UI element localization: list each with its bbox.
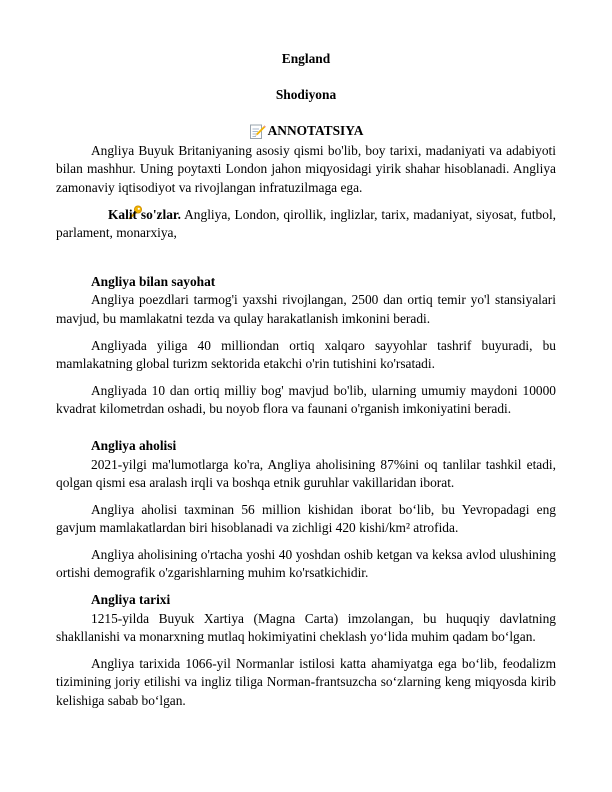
section-history-paragraph: 1215-yilda Buyuk Xartiya (Magna Carta) imzolangan, bu huquqiy davlatning shakllanishi va monarxning mutlaq hokimiyatini cheklash yo‘lida muhim qadam bo‘lgan.	[56, 610, 556, 645]
keywords-label: Kalit so'zlar.	[108, 206, 181, 222]
section-population-paragraph: Angliya aholisi taxminan 56 million kishidan iborat bo‘lib, bu Yevropadagi eng gavjum mamlakatlardan biri hisoblanadi va zichligi 420 kishi/km² atrofida.	[56, 501, 556, 536]
section-travel-paragraph: Angliyada 10 dan ortiq milliy bog' mavjud bo'lib, ularning umumiy maydoni 10000 kvadrat kilometrdan oshadi, bu noyob flora va faunani o'rganish imkoniyatini beradi.	[56, 382, 556, 417]
section-heading-history: Angliya tarixi	[91, 592, 171, 608]
memo-pencil-icon	[249, 123, 266, 140]
section-travel-paragraph: Angliyada yiliga 40 milliondan ortiq xalqaro sayyohlar tashrif buyuradi, bu mamlakatning global turizm sektorida etakchi o'rin tutishini ko'rsatadi.	[56, 337, 556, 372]
annotation-heading	[56, 122, 556, 141]
document-author: Shodiyona	[275, 86, 337, 102]
annotation-text: Angliya Buyuk Britaniyaning asosiy qismi bo'lib, boy tarixi, madaniyati va adabiyoti bilan mashhur. Uning poytaxti London jahon miqyosidagi yirik shahar hisoblanadi. Angliya zamonaviy iqtisodiyot va rivojlangan infratuzilmaga ega.	[56, 142, 556, 195]
keywords-paragraph	[56, 205, 556, 243]
section-history-paragraph: Angliya tarixida 1066-yil Normanlar istilosi katta ahamiyatga ega bo‘lib, feodalizm tizimining joriy etilishi va ingliz tiliga Norman-frantsuzcha so‘zlarning keng miqyosda kirib kelishiga sabab bo‘lgan.	[56, 655, 556, 709]
keywords-text: Angliya, London, qirollik, inglizlar, tarix, madaniyat, siyosat, futbol, parlament, monarxiya,	[56, 206, 557, 241]
section-heading-population: Angliya aholisi	[91, 437, 177, 453]
section-heading-travel: Angliya bilan sayohat	[91, 273, 216, 289]
document-page	[56, 0, 556, 711]
document-title: England	[281, 51, 331, 66]
section-population-paragraph: 2021-yilgi ma'lumotlarga ko'ra, Angliya aholisining 87%ini oq tanlilar tashkil etadi, qolgan qismi esa aralash irqli va boshqa etnik guruhlar vakillaridan iborat.	[56, 456, 556, 491]
annotation-heading-label: ANNOTATSIYA	[267, 123, 364, 139]
section-population-paragraph: Angliya aholisining o'rtacha yoshi 40 yoshdan oshib ketgan va keksa avlod ulushining ortishi demografik o'zgarishlarning muhim ko'rsatkichidir.	[56, 546, 556, 581]
key-icon	[91, 205, 108, 221]
section-travel-paragraph: Angliya poezdlari tarmog'i yaxshi rivojlangan, 2500 dan ortiq temir yo'l stansiyalari mavjud, bu mamlakatni tezda va qulay harakatlanish imkonini beradi.	[56, 292, 556, 326]
